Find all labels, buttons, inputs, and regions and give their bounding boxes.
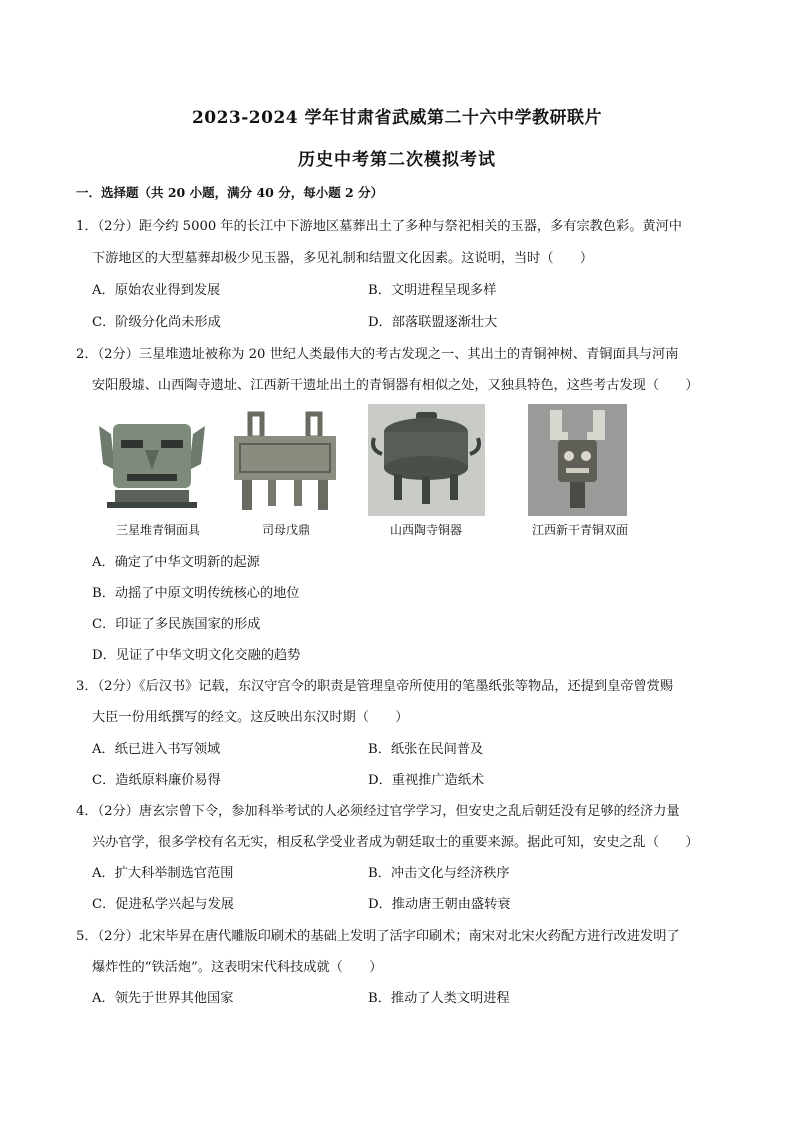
question-2-option-c: C．印证了多民族国家的形成	[92, 617, 261, 632]
question-5-option-b: B．推动了人类文明进程	[368, 991, 510, 1006]
question-4-option-b: B．冲击文化与经济秩序	[368, 866, 510, 881]
question-3-option-a: A．纸已进入书写领域	[92, 742, 221, 757]
figure-simuwu-ding	[226, 404, 344, 516]
figure-caption-2: 司母戊鼎	[261, 523, 310, 537]
question-2-option-a: A．确定了中华文明新的起源	[92, 555, 260, 570]
question-3-option-d: D．重视推广造纸术	[368, 773, 485, 788]
figure-taosi-bronze	[368, 404, 485, 516]
question-5-line-2: 爆炸性的“铁活炮”。这表明宋代科技成就（ ）	[92, 960, 383, 975]
figure-caption-3: 山西陶寺铜器	[389, 523, 462, 537]
figure-caption-4: 江西新干青铜双面	[531, 523, 628, 537]
question-1-option-c: C．阶级分化尚未形成	[92, 315, 221, 330]
question-1-line-1: 1．（2分）距今约 5000 年的长江中下游地区墓葬出土了多种与祭祀相关的玉器，多有宗教色彩。黄河中	[76, 219, 682, 234]
figure-caption-1: 三星堆青铜面具	[115, 523, 200, 537]
question-5-line-1: 5．（2分）北宋毕昇在唐代雕版印刷术的基础上发明了活字印刷术；南宋对北宋火药配方进行改进发明了	[76, 929, 680, 944]
question-4-line-1: 4．（2分）唐玄宗曾下令，参加科举考试的人必须经过官学学习，但安史之乱后朝廷没有足够的经济力量	[76, 804, 680, 819]
question-1-option-b: B．文明进程呈现多样	[368, 283, 497, 298]
section-heading: 一．选择题（共 20 小题，满分 40 分，每小题 2 分）	[76, 185, 384, 200]
question-1-line-2: 下游地区的大型墓葬却极少见玉器，多见礼制和结盟文化因素。这说明，当时（ ）	[92, 251, 594, 266]
exam-title-line1: 2023-2024 学年甘肃省武威第二十六中学教研联片	[191, 108, 603, 128]
question-2-option-b: B．动摇了中原文明传统核心的地位	[92, 586, 300, 601]
question-3-option-b: B．纸张在民间普及	[368, 742, 484, 757]
question-4-option-a: A．扩大科举制选官范围	[92, 866, 234, 881]
question-4-option-d: D．推动唐王朝由盛转衰	[368, 897, 511, 912]
exam-title-line2: 历史中考第二次模拟考试	[298, 150, 496, 170]
question-3-line-2: 大臣一份用纸撰写的经文。这反映出东汉时期（ ）	[92, 710, 409, 725]
question-3-option-c: C．造纸原料廉价易得	[92, 773, 221, 788]
question-2-line-2: 安阳殷墟、山西陶寺遗址、江西新干遗址出土的青铜器有相似之处，又独具特色，这些考古发现（ ）	[92, 378, 699, 393]
question-3-line-1: 3．（2分）《后汉书》记载，东汉守宫令的职责是管理皇帝所使用的笔墨纸张等物品，还提到皇帝曾赏赐	[76, 679, 674, 694]
figure-sanxingdui-bronze-mask	[93, 404, 211, 516]
question-1-option-d: D．部落联盟逐渐壮大	[368, 315, 498, 330]
question-4-option-c: C．促进私学兴起与发展	[92, 897, 234, 912]
question-4-line-2: 兴办官学，很多学校有名无实，相反私学受业者成为朝廷取士的重要来源。据此可知，安史之乱（ ）	[92, 835, 699, 850]
question-5-option-a: A．领先于世界其他国家	[92, 991, 234, 1006]
figure-xingan-double-face	[528, 404, 627, 516]
question-1-option-a: A．原始农业得到发展	[92, 283, 221, 298]
question-2-option-d: D．见证了中华文明文化交融的趋势	[92, 648, 301, 663]
question-2-line-1: 2．（2分）三星堆遗址被称为 20 世纪人类最伟大的考古发现之一、其出土的青铜神树、青铜面具与河南	[76, 347, 679, 362]
